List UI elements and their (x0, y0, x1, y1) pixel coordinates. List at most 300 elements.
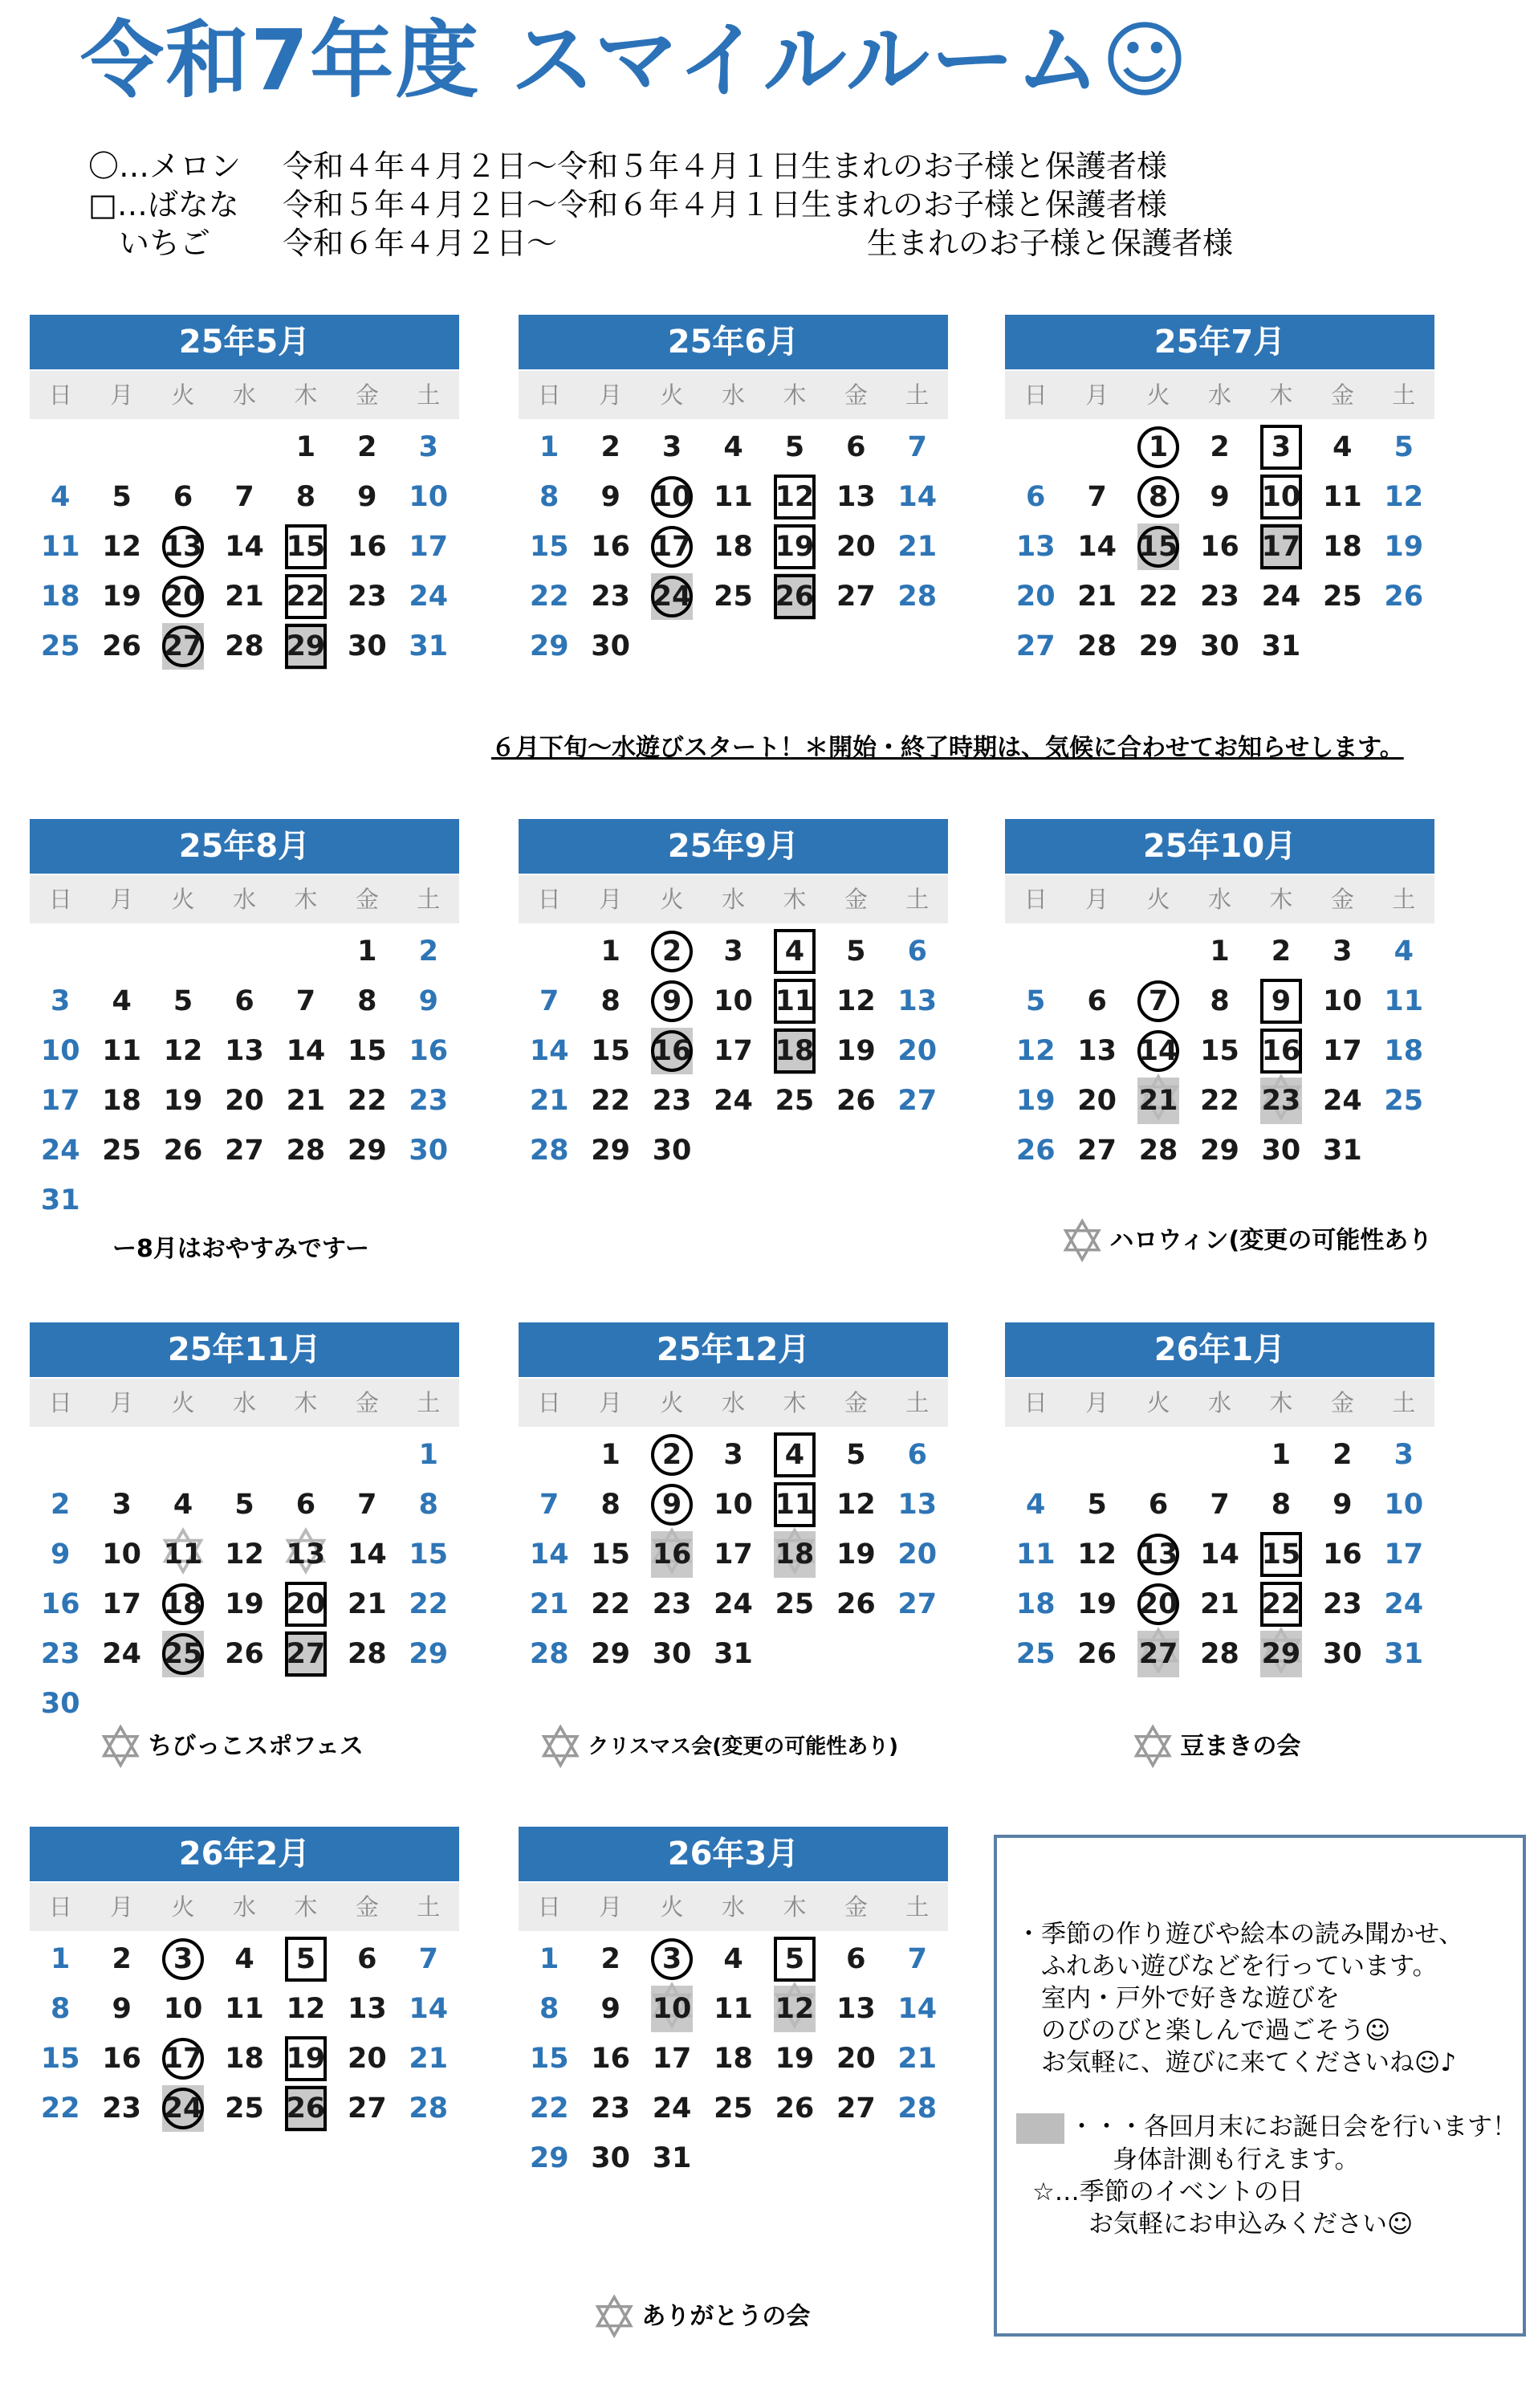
day-cell (1312, 1026, 1373, 1076)
weekday-header (30, 875, 459, 923)
day-number: 8 (1210, 985, 1230, 1017)
day-number: 18 (714, 531, 753, 563)
day-cell (764, 1984, 825, 2034)
day-number: 22 (591, 1085, 630, 1117)
day-number: 6 (907, 1439, 927, 1471)
day-cell (641, 976, 702, 1026)
day-number: 9 (651, 1484, 693, 1526)
day-cell (398, 1530, 459, 1579)
weekday-header (30, 1883, 459, 1931)
day-number: 6 (1026, 481, 1046, 513)
day-number: 31 (1322, 1135, 1362, 1167)
month-calendar (519, 1322, 948, 1679)
weekday-label: 金 (844, 1893, 868, 1921)
day-number: 2 (1333, 1439, 1353, 1471)
day-cell (30, 976, 91, 1026)
day-cell (91, 1984, 152, 2034)
day-cell (580, 1629, 641, 1679)
day-number: 25 (775, 1588, 815, 1620)
weekday-label: 日 (537, 1389, 561, 1416)
day-cell (30, 1175, 91, 1225)
day-number: 12 (163, 1035, 203, 1067)
day-number: 16 (1322, 1538, 1362, 1571)
day-grid (30, 422, 459, 671)
day-cell (336, 1076, 397, 1126)
day-cell (1312, 976, 1373, 1026)
weekday-label: 金 (1330, 1389, 1354, 1416)
day-cell (825, 572, 886, 621)
day-number: 29 (591, 1638, 630, 1670)
day-number: 16 (1260, 1029, 1302, 1074)
day-number: 30 (347, 630, 387, 662)
day-cell (1066, 1579, 1127, 1629)
day-number: 21 (286, 1085, 326, 1117)
weekday-label: 金 (355, 381, 379, 409)
day-cell (1373, 927, 1434, 976)
day-cell (519, 1480, 580, 1530)
weekday-label: 月 (1085, 381, 1109, 409)
day-number: 15 (1200, 1035, 1239, 1067)
day-number: 18 (774, 1029, 816, 1074)
day-number: 13 (1077, 1035, 1117, 1067)
legend-key: □…ばなな (88, 187, 239, 222)
day-cell (1312, 1530, 1373, 1579)
day-cell (519, 2084, 580, 2133)
day-cell (336, 522, 397, 572)
day-cell (887, 572, 948, 621)
weekday-label: 水 (232, 1893, 256, 1921)
empty-cell (153, 422, 214, 472)
day-cell (764, 522, 825, 572)
day-number: 27 (836, 581, 876, 613)
day-number: 27 (1138, 1638, 1178, 1670)
day-number: 15 (529, 531, 569, 563)
day-number: 11 (1322, 481, 1362, 513)
event-line: ☆…季節のイベントの日 (1032, 2177, 1304, 2206)
day-cell (825, 1480, 886, 1530)
day-cell (887, 422, 948, 472)
day-cell (641, 1629, 702, 1679)
day-number: 21 (409, 2043, 449, 2075)
empty-cell (1189, 1430, 1250, 1480)
weekday-label: 月 (599, 381, 623, 409)
day-number: 23 (652, 1085, 692, 1117)
day-number: 17 (714, 1035, 753, 1067)
day-number: 28 (897, 2092, 938, 2125)
day-cell (887, 1934, 948, 1984)
day-cell (336, 2084, 397, 2133)
day-number: 12 (102, 531, 141, 563)
day-cell (1373, 976, 1434, 1026)
day-number: 6 (1087, 985, 1107, 1017)
day-cell (398, 927, 459, 976)
day-number: 16 (591, 531, 630, 563)
day-grid (519, 927, 948, 1175)
day-cell (30, 1026, 91, 1076)
day-cell (398, 1076, 459, 1126)
day-cell (275, 1026, 336, 1076)
empty-cell (519, 927, 580, 976)
day-number: 30 (652, 1638, 692, 1670)
day-cell (214, 1076, 275, 1126)
day-cell (153, 1126, 214, 1175)
day-number: 15 (40, 2043, 80, 2075)
day-number: 12 (1384, 481, 1424, 513)
day-cell (214, 976, 275, 1026)
day-number: 1 (539, 1943, 559, 1975)
day-number: 28 (529, 1638, 569, 1670)
day-cell (153, 1934, 214, 1984)
day-number: 27 (285, 1632, 327, 1677)
day-number: 27 (836, 2092, 876, 2125)
day-cell (91, 1530, 152, 1579)
day-number: 6 (1148, 1489, 1169, 1521)
day-cell (702, 1076, 763, 1126)
day-number: 26 (774, 574, 816, 619)
day-number: 5 (1087, 1489, 1107, 1521)
day-number: 14 (225, 531, 264, 563)
day-number: 9 (112, 1993, 132, 2025)
day-number: 12 (1015, 1035, 1056, 1067)
weekday-label: 水 (721, 886, 745, 913)
day-cell (887, 927, 948, 976)
day-cell (336, 621, 397, 671)
day-cell (641, 2133, 702, 2183)
shade-swatch (1016, 2113, 1064, 2144)
day-cell (702, 1629, 763, 1679)
day-cell (887, 976, 948, 1026)
day-cell (825, 976, 886, 1026)
weekday-label: 火 (1146, 381, 1170, 409)
day-number: 28 (1138, 1135, 1178, 1167)
day-number: 24 (409, 581, 449, 613)
day-cell (1251, 976, 1312, 1026)
day-cell (275, 472, 336, 522)
day-number: 19 (285, 2036, 327, 2081)
month-calendar (30, 1827, 459, 2133)
day-cell (1373, 472, 1434, 522)
day-number: 1 (295, 431, 316, 463)
thanks-party-note: ✡ ありがとうの会 (590, 2284, 811, 2351)
day-number: 16 (1200, 531, 1239, 563)
day-number: 19 (836, 1035, 876, 1067)
day-number: 18 (775, 1538, 815, 1571)
day-cell (1373, 1430, 1434, 1480)
empty-cell (153, 1430, 214, 1480)
day-number: 26 (1077, 1638, 1117, 1670)
day-number: 23 (409, 1085, 449, 1117)
day-number: 29 (1138, 630, 1178, 662)
day-cell (764, 1076, 825, 1126)
day-number: 21 (529, 1085, 569, 1117)
day-number: 16 (409, 1035, 449, 1067)
day-number: 30 (409, 1135, 449, 1167)
day-number: 13 (347, 1993, 387, 2025)
day-cell (1066, 522, 1127, 572)
empty-cell (1066, 422, 1127, 472)
day-number: 10 (651, 476, 693, 518)
day-cell (825, 927, 886, 976)
day-cell (825, 422, 886, 472)
day-cell (702, 1984, 763, 2034)
day-cell (702, 2034, 763, 2084)
day-cell (153, 2084, 214, 2133)
day-cell (91, 2084, 152, 2133)
day-number: 5 (1026, 985, 1046, 1017)
day-number: 26 (225, 1638, 264, 1670)
day-cell (1189, 621, 1250, 671)
weekday-header (519, 371, 948, 419)
day-number: 10 (40, 1035, 80, 1067)
day-number: 4 (1333, 431, 1353, 463)
day-cell (641, 927, 702, 976)
day-number: 14 (1200, 1538, 1239, 1571)
day-cell (275, 976, 336, 1026)
weekday-label: 木 (783, 1893, 807, 1921)
day-number: 2 (600, 1943, 620, 1975)
day-cell (1312, 1076, 1373, 1126)
day-cell (641, 472, 702, 522)
day-cell (275, 1934, 336, 1984)
day-cell (519, 522, 580, 572)
day-number: 5 (774, 1937, 816, 1982)
weekday-label: 金 (355, 1893, 379, 1921)
day-number: 22 (529, 2092, 569, 2125)
weekday-label: 日 (48, 886, 72, 913)
weekday-label: 月 (110, 381, 134, 409)
weekday-label: 土 (417, 1389, 441, 1416)
day-cell (398, 472, 459, 522)
day-cell (580, 1126, 641, 1175)
day-number: 7 (539, 1489, 559, 1521)
day-number: 19 (102, 581, 141, 613)
day-cell (580, 1530, 641, 1579)
empty-cell (30, 422, 91, 472)
day-cell (30, 2034, 91, 2084)
day-number: 22 (40, 2092, 80, 2125)
day-cell (1189, 1076, 1250, 1126)
day-number: 19 (775, 2043, 815, 2075)
day-cell (398, 1026, 459, 1076)
day-number: 4 (1394, 935, 1414, 968)
day-number: 29 (1261, 1638, 1301, 1670)
day-number: 4 (112, 985, 132, 1017)
day-number: 24 (651, 576, 693, 617)
month-title: 25年7月 (1005, 315, 1434, 369)
day-cell (1189, 1579, 1250, 1629)
day-cell (887, 1026, 948, 1076)
day-cell (275, 1530, 336, 1579)
day-number: 21 (1200, 1588, 1239, 1620)
day-number: 28 (409, 2092, 449, 2125)
weekday-header (519, 1379, 948, 1427)
day-number: 16 (651, 1030, 693, 1072)
day-number: 26 (163, 1135, 203, 1167)
day-number: 26 (102, 630, 141, 662)
day-cell (887, 522, 948, 572)
day-number: 14 (409, 1993, 449, 2025)
day-number: 1 (1271, 1439, 1292, 1471)
day-cell (1373, 572, 1434, 621)
month-calendar (30, 819, 459, 1225)
day-number: 24 (652, 2092, 692, 2125)
day-number: 23 (591, 2092, 630, 2125)
day-number: 8 (600, 985, 620, 1017)
day-cell (214, 1026, 275, 1076)
day-cell (825, 1984, 886, 2034)
day-number: 4 (1026, 1489, 1046, 1521)
day-cell (153, 472, 214, 522)
day-number: 20 (897, 1035, 938, 1067)
day-cell (214, 1934, 275, 1984)
day-number: 15 (1137, 526, 1179, 568)
weekday-label: 日 (537, 381, 561, 409)
day-cell (30, 1480, 91, 1530)
day-number: 22 (347, 1085, 387, 1117)
day-cell (702, 1026, 763, 1076)
day-cell (1373, 522, 1434, 572)
day-number: 31 (409, 630, 449, 662)
day-number: 11 (714, 481, 753, 513)
star-icon: ✡ (1129, 1713, 1178, 1781)
day-number: 23 (347, 581, 387, 613)
day-number: 3 (418, 431, 438, 463)
day-cell (1128, 472, 1189, 522)
day-cell (1189, 976, 1250, 1026)
day-cell (825, 1430, 886, 1480)
day-number: 19 (836, 1538, 876, 1571)
day-number: 17 (162, 2038, 204, 2080)
day-cell (1373, 422, 1434, 472)
weekday-label: 日 (1023, 381, 1048, 409)
day-number: 1 (600, 1439, 620, 1471)
empty-cell (336, 1430, 397, 1480)
day-number: 15 (529, 2043, 569, 2075)
day-cell (214, 1629, 275, 1679)
empty-cell (1066, 927, 1127, 976)
empty-cell (1005, 1430, 1066, 1480)
day-number: 8 (1271, 1489, 1292, 1521)
day-cell (1128, 1530, 1189, 1579)
day-number: 14 (1077, 531, 1117, 563)
day-cell (519, 621, 580, 671)
day-number: 26 (836, 1588, 876, 1620)
day-cell (398, 1984, 459, 2034)
day-cell (1128, 522, 1189, 572)
day-cell (580, 522, 641, 572)
empty-cell (153, 927, 214, 976)
day-cell (702, 1934, 763, 1984)
day-cell (825, 472, 886, 522)
day-number: 13 (162, 526, 204, 568)
day-number: 21 (1077, 581, 1117, 613)
month-calendar (1005, 819, 1434, 1175)
day-cell (214, 1530, 275, 1579)
day-number: 24 (714, 1588, 753, 1620)
day-cell (887, 1530, 948, 1579)
day-number: 3 (162, 1938, 204, 1980)
day-number: 29 (1200, 1135, 1239, 1167)
day-cell (580, 1076, 641, 1126)
weekday-header (30, 1379, 459, 1427)
day-cell (214, 572, 275, 621)
day-number: 7 (907, 431, 927, 463)
empty-cell (214, 927, 275, 976)
day-number: 5 (112, 481, 132, 513)
legend (88, 147, 1234, 263)
day-number: 12 (1077, 1538, 1117, 1571)
info-line: ・季節の作り遊びや絵本の読み聞かせ、 (1016, 1920, 1464, 1949)
day-number: 19 (1015, 1085, 1056, 1117)
day-cell (887, 1480, 948, 1530)
weekday-label: 金 (1330, 886, 1354, 913)
day-number: 7 (907, 1943, 927, 1975)
day-number: 29 (591, 1135, 630, 1167)
day-number: 23 (591, 581, 630, 613)
day-number: 3 (661, 431, 682, 463)
day-number: 18 (40, 581, 80, 613)
day-number: 30 (652, 1135, 692, 1167)
day-cell (30, 1530, 91, 1579)
weekday-label: 木 (294, 381, 318, 409)
day-cell (30, 1984, 91, 2034)
day-number: 7 (1210, 1489, 1230, 1521)
day-number: 21 (225, 581, 264, 613)
day-cell (1189, 1480, 1250, 1530)
day-cell (1312, 1480, 1373, 1530)
weekday-label: 金 (844, 1389, 868, 1416)
weekday-label: 木 (294, 886, 318, 913)
day-number: 12 (836, 1489, 876, 1521)
day-number: 27 (225, 1135, 264, 1167)
day-cell (1312, 1579, 1373, 1629)
day-number: 1 (1210, 935, 1230, 968)
day-number: 28 (225, 630, 264, 662)
weekday-label: 土 (1392, 1389, 1416, 1416)
day-number: 24 (714, 1085, 753, 1117)
day-cell (1066, 572, 1127, 621)
day-number: 16 (652, 1538, 692, 1571)
day-number: 25 (1322, 581, 1362, 613)
weekday-label: 金 (844, 886, 868, 913)
day-cell (1373, 1579, 1434, 1629)
day-cell (398, 572, 459, 621)
weekday-label: 日 (537, 1893, 561, 1921)
day-cell (641, 1076, 702, 1126)
day-number: 3 (1394, 1439, 1414, 1471)
day-number: 7 (1087, 481, 1107, 513)
day-cell (1189, 522, 1250, 572)
day-number: 28 (529, 1135, 569, 1167)
day-number: 13 (836, 1993, 876, 2025)
weekday-label: 木 (1269, 381, 1293, 409)
day-number: 25 (225, 2092, 264, 2125)
day-cell (1005, 1530, 1066, 1579)
day-cell (887, 472, 948, 522)
day-cell (30, 1076, 91, 1126)
day-number: 16 (591, 2043, 630, 2075)
legend-desc: 令和４年４月２日～令和５年４月１日生まれのお子様と保護者様 (283, 149, 1168, 184)
info-line: ふれあい遊びなどを行っています。 (1016, 1952, 1438, 1981)
day-cell (91, 522, 152, 572)
day-cell (30, 2084, 91, 2133)
day-number: 8 (539, 1993, 559, 2025)
day-cell (214, 472, 275, 522)
day-cell (825, 2084, 886, 2133)
day-cell (1189, 422, 1250, 472)
august-break-note: ー8月はおやすみですー (112, 1235, 369, 1263)
day-cell (702, 522, 763, 572)
